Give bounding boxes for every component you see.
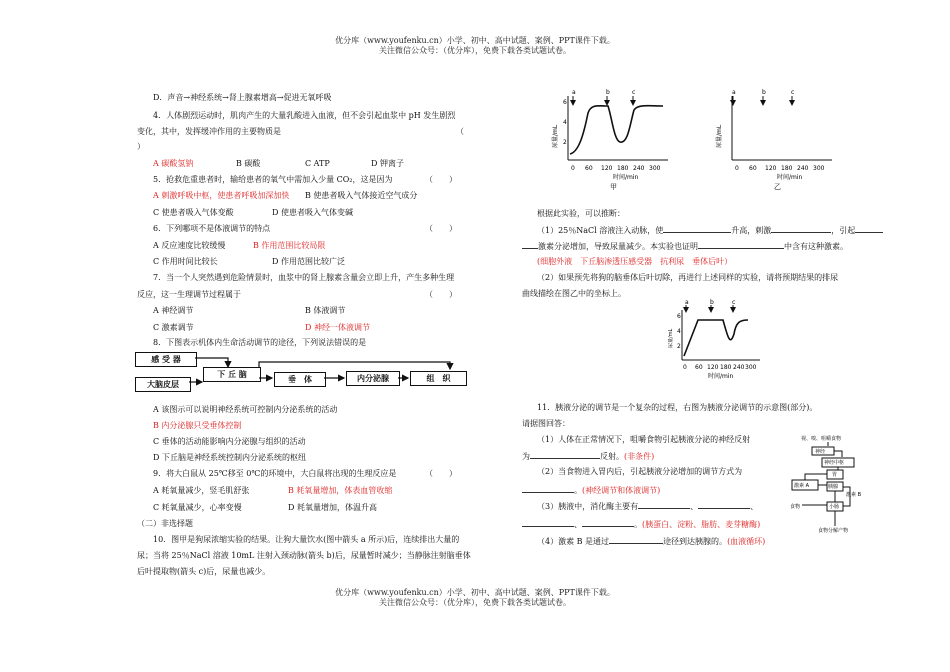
q5-stem: 5．抢救危重患者时，输给患者的氧气中需加入少量 CO₂，这是因为: [153, 175, 393, 184]
graph-yi: [712, 88, 842, 192]
q6-stem: 6．下列哪项不是体液调节的特点: [153, 224, 271, 233]
q7-option-d: D 神经一体液调节: [305, 323, 370, 332]
y-tick: 6: [563, 99, 567, 106]
q11-part4: （4）激素 B 是通过 途径到达胰腺的。(血液循环): [537, 537, 766, 546]
q5-option-b: B 使患者吸入气体接近空气成分: [305, 191, 418, 200]
q10-part2-line1: （2）如果预先将狗的脑垂体后叶切除，再进行上述同样的实验，请将预期结果的排尿: [537, 273, 839, 282]
page-header-line1: 优分库（www.youfenku.cn）小学、初中、高中试题、案例、PPT课件下载。: [335, 36, 615, 45]
q11-part2-line2: 。(神经调节和体液调节): [522, 484, 660, 496]
diagram-hormone-b: 激素 B: [846, 492, 862, 498]
page-footer-line2: 关注微信公众号：（优分库），免费下载各类试题试卷。: [379, 598, 571, 607]
q4-option-c: C ATP: [305, 159, 330, 168]
q7-paren: （ ）: [425, 290, 457, 299]
arrow-label-c: c: [632, 89, 636, 96]
q8-option-c: C 垂体的活动能影响内分泌腺与组织的活动: [153, 437, 306, 446]
svg-text:0: 0: [683, 364, 687, 371]
diagram-stomach: 胃: [832, 472, 838, 478]
arrow-label-a: a: [572, 89, 576, 96]
q10-part1-line2: 激素分泌增加，导致尿量减少。本实验也证明 中含有这种激素。: [522, 240, 848, 252]
q8-option-b: B 内分泌腺只受垂体控制: [153, 421, 242, 430]
svg-text:240: 240: [733, 364, 745, 371]
graph-answer-curve: [684, 320, 748, 356]
graph-jia-curve: [570, 106, 663, 154]
q4-stem: 4．人体剧烈运动时，肌肉产生的大量乳酸进入血液，但不会引起血浆中 pH 发生剧烈: [153, 111, 456, 120]
q11-part1-line1: （1）人体在正常情况下，咀嚼食物引起胰液分泌的神经反射: [537, 435, 751, 444]
flow-endocrine: 内分泌腺: [346, 371, 400, 386]
svg-text:120: 120: [707, 364, 719, 371]
x-tick: 120: [765, 165, 777, 172]
x-tick: 240: [797, 165, 809, 172]
diagram-intestine: 小肠: [829, 504, 840, 510]
q9-option-a: A 耗氧量减少，竖毛肌舒张: [153, 486, 250, 495]
diagram-center: 神经中枢: [824, 460, 845, 466]
x-axis-label: 时间/min: [777, 174, 803, 181]
flow-hypothalamus: 下 丘 脑: [203, 367, 261, 382]
q7-option-a: A 神经调节: [153, 306, 194, 315]
flow-arrows: [130, 348, 480, 398]
diagram-food: 食物: [790, 504, 801, 510]
arrow-label-b: b: [606, 89, 610, 96]
x-tick: 60: [585, 165, 593, 172]
x-tick: 0: [571, 165, 575, 172]
flow-cortex: 大脑皮层: [135, 377, 191, 392]
q4-paren-close: ）: [137, 142, 145, 151]
flow-pituitary: 垂 体: [274, 372, 326, 387]
section-title-nonchoice: （二）非选择题: [137, 519, 193, 528]
page-header-line2: 关注微信公众号：（优分库），免费下载各类试题试卷。: [379, 46, 571, 55]
q8-option-d: D 下丘脑是神经系统控制内分泌系统的枢纽: [153, 453, 306, 462]
q10-intro: 根据此实验，可以推断：: [537, 209, 625, 218]
pancreas-diagram: [782, 432, 868, 538]
q9-option-d: D 耗氧量增加，体温升高: [288, 503, 377, 512]
q11-stem: 11．胰液分泌的调节是一个复杂的过程，右图为胰液分泌调节的示意图(部分)。: [537, 403, 818, 412]
arrow-label-c: c: [791, 89, 795, 96]
x-tick: 180: [617, 165, 629, 172]
x-tick: 180: [781, 165, 793, 172]
q5-paren: （ ）: [425, 175, 457, 184]
q5-option-a: A 刺激呼吸中枢，使患者呼吸加深加快: [153, 191, 290, 200]
q4-option-b: B 碳酸: [236, 159, 261, 168]
q3-option-d: D．声音→神经系统→肾上腺素增高→促进无氧呼吸: [153, 93, 332, 102]
q8-option-a: A 该图示可以说明神经系统可控制内分泌系统的活动: [153, 405, 338, 414]
diagram-pancreas: 胰腺: [828, 484, 839, 490]
diagram-nerve: 神经: [815, 449, 826, 455]
q7-option-b: B 体液调节: [305, 306, 346, 315]
q6-option-b: B 作用范围比较局限: [253, 241, 326, 250]
svg-text:180: 180: [720, 364, 732, 371]
q5-option-d: D 使患者吸入气体变碱: [272, 208, 353, 217]
diagram-top: 视、嗅、咀嚼食物: [801, 436, 842, 442]
q10-part1-line1: （1）25％NaCl 溶液注入动脉，使 升高，刺激 ，引起: [537, 224, 883, 236]
svg-text:时间/min: 时间/min: [708, 373, 734, 380]
q10-stem-3: 后叶提取物(箭头 c)后，尿量也减少。: [137, 567, 271, 576]
x-tick: 240: [633, 165, 645, 172]
q9-option-c: C 耗氧量减少，心率变慢: [153, 503, 242, 512]
q4-option-a: A 碳酸氢钠: [153, 159, 194, 168]
y-tick: 4: [563, 119, 567, 126]
graph-jia-label: 甲: [610, 183, 617, 191]
q11-stem-2: 请据图回答：: [522, 419, 570, 428]
arrow-label-a: a: [732, 89, 736, 96]
svg-text:300: 300: [745, 364, 757, 371]
x-tick: 60: [749, 165, 757, 172]
svg-text:2: 2: [677, 343, 681, 350]
q6-paren: （ ）: [425, 224, 457, 233]
q10-stem-2: 尿；当将 25％NaCl 溶液 10mL 注射入颈动脉(箭头 b)后，尿量暂时减少；当静脉注射脑垂体: [137, 551, 471, 560]
x-tick: 120: [601, 165, 613, 172]
q8-stem: 8．下图表示机体内生命活动调节的途径，下列说法错误的是: [153, 338, 367, 347]
q4-stem-2: 变化，其中，发挥缓冲作用的主要物质是: [137, 127, 281, 136]
svg-text:尿量/mL: 尿量/mL: [668, 328, 674, 348]
svg-text:c: c: [732, 299, 736, 306]
x-tick: 300: [649, 165, 661, 172]
graph-yi-label: 乙: [774, 183, 781, 191]
svg-text:b: b: [710, 299, 714, 306]
q9-paren: （ ）: [425, 469, 457, 478]
diagram-hormone-a: 激素 A: [794, 483, 810, 489]
q4-option-d: D 钾离子: [371, 159, 404, 168]
svg-text:a: a: [685, 299, 689, 306]
q7-stem-2: 反应，这一生理调节过程属于: [137, 290, 241, 299]
svg-text:60: 60: [695, 364, 703, 371]
x-tick: 0: [735, 165, 739, 172]
q6-option-c: C 作用时间比较长: [153, 257, 218, 266]
x-tick: 300: [813, 165, 825, 172]
page-footer-line1: 优分库（www.youfenku.cn）小学、初中、高中试题、案例、PPT课件下载。: [335, 588, 615, 597]
graph-jia-markers: [572, 89, 635, 105]
q11-part3-line1: （3）胰液中，消化酶主要有 、 、: [537, 502, 759, 511]
y-tick: 2: [563, 139, 567, 146]
svg-text:4: 4: [677, 328, 681, 335]
q9-option-b: B 耗氧量增加，体表血管收缩: [288, 486, 393, 495]
q10-stem: 10．图甲是狗尿浓缩实验的结果。让狗大量饮水(图中箭头 a 所示)后，连续排出大量的: [153, 535, 460, 544]
y-axis-label: 尿量/mL: [716, 124, 723, 148]
q9-stem: 9．将大白鼠从 25℃移至 0℃的环境中，大白鼠将出现的生理反应是: [153, 469, 397, 478]
q10-answer1: (细胞外液 下丘脑渗透压感受器 抗利尿 垂体后叶）: [537, 257, 733, 266]
q11-part2-line1: （2）当食物进入胃内后，引起胰液分泌增加的调节方式为: [537, 467, 743, 476]
diagram-product: 食物分解产物: [818, 528, 849, 534]
y-axis-label: 尿量/mL: [552, 124, 559, 148]
flow-receptor: 感 受 器: [135, 352, 197, 367]
q7-stem: 7．当一个人突然遇到危险情景时，血浆中的肾上腺素含量会立即上升，产生多种生理: [153, 273, 455, 282]
q7-option-c: C 激素调节: [153, 323, 194, 332]
graph-answer: [668, 298, 768, 386]
x-axis-label: 时间/min: [613, 174, 639, 181]
graph-jia: [548, 88, 678, 192]
arrow-label-b: b: [762, 89, 766, 96]
q11-part3-line2: 、 。(胰蛋白、淀粉、脂肪、麦芽糖酶): [522, 518, 760, 530]
q11-part1-line2: 为 反射。(非条件): [522, 452, 655, 461]
q10-part2-line2: 曲线描绘在图乙中的坐标上。: [522, 289, 626, 298]
q6-option-a: A 反应速度比较缓慢: [153, 241, 226, 250]
flow-tissue: 组 织: [410, 371, 467, 386]
svg-text:6: 6: [677, 313, 681, 320]
q5-option-c: C 使患者吸入气体变酸: [153, 208, 234, 217]
q6-option-d: D 作用范围比较广泛: [272, 257, 345, 266]
q4-paren-open: （: [456, 127, 464, 136]
